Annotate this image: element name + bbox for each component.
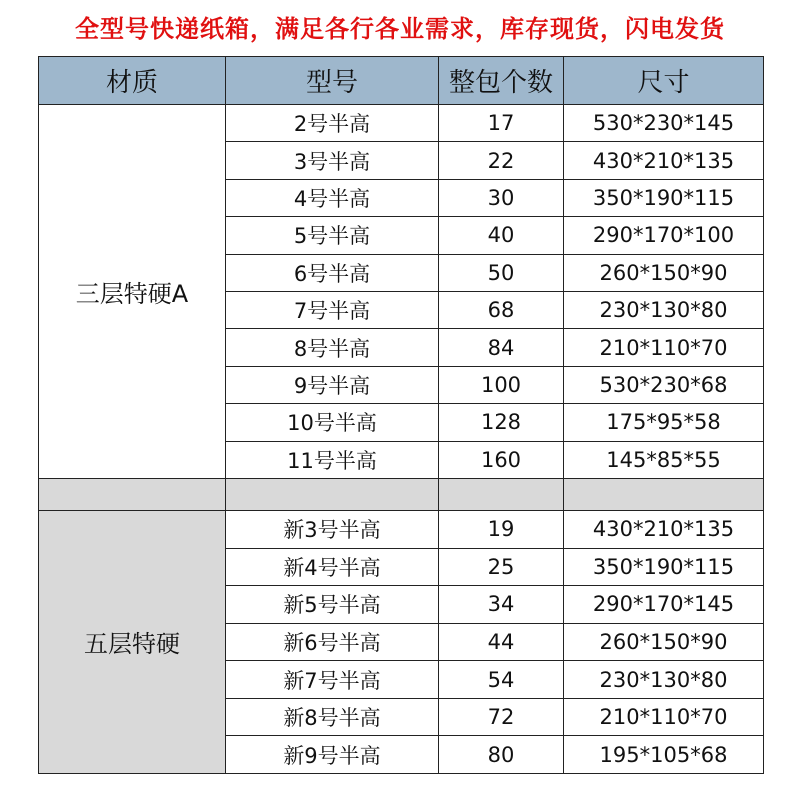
count-cell: 72 <box>439 698 564 736</box>
size-cell: 530*230*68 <box>564 366 764 403</box>
size-cell: 230*130*80 <box>564 291 764 328</box>
size-cell: 175*95*58 <box>564 404 764 441</box>
count-cell: 84 <box>439 329 564 366</box>
carton-spec-table <box>38 56 764 774</box>
header-material: 材质 <box>39 57 226 105</box>
model-cell: 新9号半高 <box>226 736 439 774</box>
model-cell: 6号半高 <box>226 254 439 291</box>
size-cell: 145*85*55 <box>564 441 764 478</box>
separator-cell <box>226 478 439 510</box>
count-cell: 68 <box>439 291 564 328</box>
model-cell: 新8号半高 <box>226 698 439 736</box>
size-cell: 430*210*135 <box>564 510 764 548</box>
count-cell: 100 <box>439 366 564 403</box>
model-cell: 2号半高 <box>226 105 439 142</box>
count-cell: 44 <box>439 623 564 661</box>
size-cell: 210*110*70 <box>564 698 764 736</box>
model-cell: 新3号半高 <box>226 510 439 548</box>
material-cell-group-a: 三层特硬A <box>39 105 226 479</box>
header-model: 型号 <box>226 57 439 105</box>
count-cell: 22 <box>439 142 564 179</box>
material-cell-group-b: 五层特硬 <box>39 510 226 773</box>
count-cell: 25 <box>439 548 564 586</box>
model-cell: 7号半高 <box>226 291 439 328</box>
size-cell: 290*170*100 <box>564 217 764 254</box>
table-row <box>39 105 764 142</box>
size-cell: 290*170*145 <box>564 586 764 624</box>
model-cell: 新7号半高 <box>226 661 439 699</box>
count-cell: 80 <box>439 736 564 774</box>
header-size: 尺寸 <box>564 57 764 105</box>
model-cell: 5号半高 <box>226 217 439 254</box>
table-row <box>39 510 764 548</box>
model-cell: 新6号半高 <box>226 623 439 661</box>
size-cell: 210*110*70 <box>564 329 764 366</box>
count-cell: 160 <box>439 441 564 478</box>
count-cell: 19 <box>439 510 564 548</box>
count-cell: 54 <box>439 661 564 699</box>
header-pack-count: 整包个数 <box>439 57 564 105</box>
size-cell: 230*130*80 <box>564 661 764 699</box>
model-cell: 4号半高 <box>226 179 439 216</box>
size-cell: 530*230*145 <box>564 105 764 142</box>
model-cell: 9号半高 <box>226 366 439 403</box>
model-cell: 11号半高 <box>226 441 439 478</box>
count-cell: 40 <box>439 217 564 254</box>
model-cell: 新5号半高 <box>226 586 439 624</box>
size-cell: 350*190*115 <box>564 179 764 216</box>
separator-row <box>39 478 764 510</box>
count-cell: 34 <box>439 586 564 624</box>
model-cell: 3号半高 <box>226 142 439 179</box>
size-cell: 430*210*135 <box>564 142 764 179</box>
size-cell: 260*150*90 <box>564 254 764 291</box>
count-cell: 17 <box>439 105 564 142</box>
header-row <box>39 57 764 105</box>
model-cell: 新4号半高 <box>226 548 439 586</box>
promo-banner: 全型号快递纸箱，满足各行各业需求，库存现货，闪电发货 <box>75 14 725 43</box>
count-cell: 30 <box>439 179 564 216</box>
model-cell: 10号半高 <box>226 404 439 441</box>
separator-cell <box>439 478 564 510</box>
size-cell: 260*150*90 <box>564 623 764 661</box>
count-cell: 128 <box>439 404 564 441</box>
separator-cell <box>564 478 764 510</box>
count-cell: 50 <box>439 254 564 291</box>
separator-cell <box>39 478 226 510</box>
size-cell: 350*190*115 <box>564 548 764 586</box>
size-cell: 195*105*68 <box>564 736 764 774</box>
model-cell: 8号半高 <box>226 329 439 366</box>
